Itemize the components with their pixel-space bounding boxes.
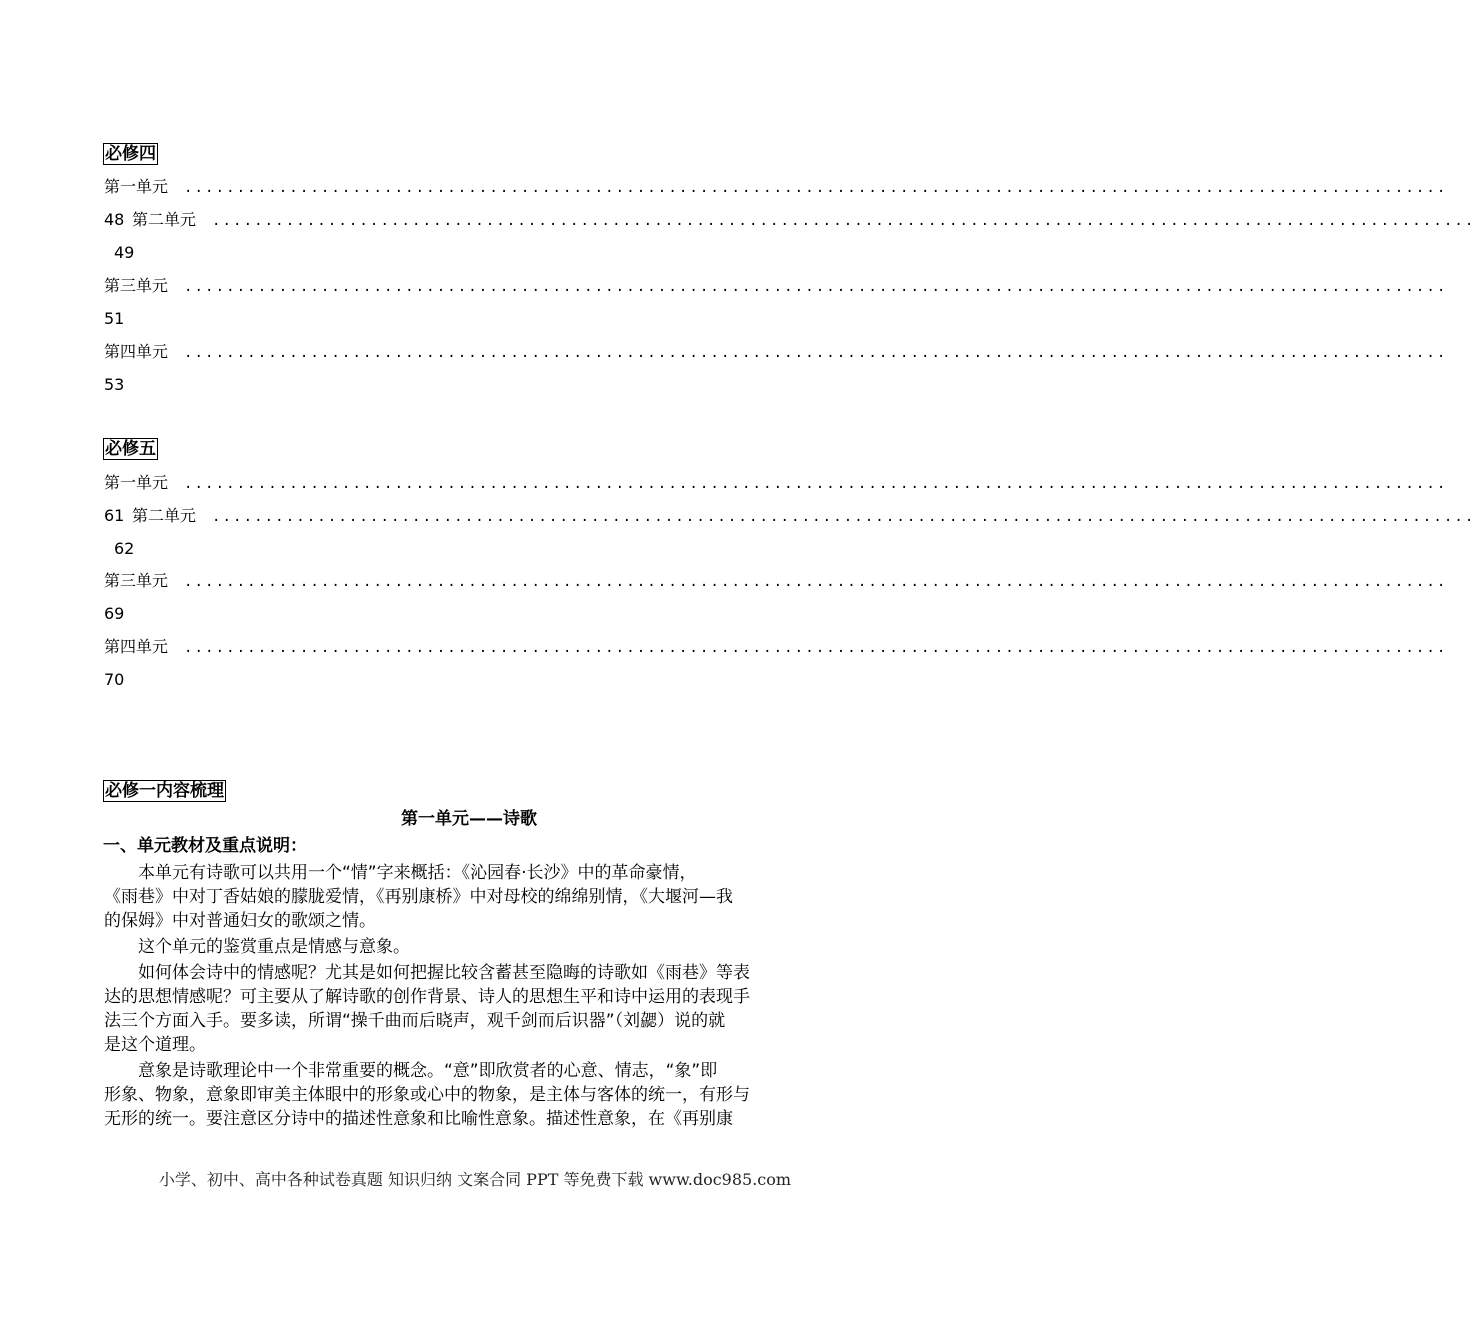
toc-entry-label: 第一单元 [104,473,169,492]
toc-dot-leader: ........................................................................................................................ [184,345,1448,361]
toc-entry-label: 第一单元 [104,177,169,196]
body-line: 这个单元的鉴赏重点是情感与意象。 [104,937,410,957]
toc-entry-page: 62 [114,539,135,558]
toc-entry-book5-unit4[interactable] [104,637,1448,657]
toc-entry-book4-unit4[interactable] [104,342,1448,362]
toc-dot-leader: ........................................................................................................................ [184,574,1448,590]
toc-entry-book4-unit3[interactable] [104,276,1448,296]
toc-dot-leader: ........................................................................................................................ [184,279,1448,295]
toc-heading-book4: 必修四 [105,144,156,164]
unit-title: 第一单元——诗歌 [401,809,537,829]
toc-dot-leader: ........................................................................................................................ [212,509,1475,525]
toc-entry-page: 49 [114,243,135,262]
toc-entry-book5-unit3[interactable] [104,571,1448,591]
toc-entry-page: 69 [104,604,125,623]
toc-entry-label: 第四单元 [104,342,169,361]
toc-entry-label: 第三单元 [104,571,169,590]
toc-entry-page: 70 [104,670,125,689]
toc-entry-label: 第四单元 [104,637,169,656]
body-line: 本单元有诗歌可以共用一个“情”字来概括：《沁园春·长沙》中的革命豪情， [104,863,697,883]
toc-entry-label: 第三单元 [104,276,169,295]
toc-dot-leader: ........................................................................................................................ [184,476,1448,492]
toc-entry-book5-unit1[interactable] [104,473,1448,493]
toc-dot-leader: ........................................................................................................................ [212,213,1475,229]
body-line: 如何体会诗中的情感呢？尤其是如何把握比较含蓄甚至隐晦的诗歌如《雨巷》等表 [104,963,750,983]
body-line: 无形的统一。要注意区分诗中的描述性意象和比喻性意象。描述性意象，在《再别康 [104,1109,733,1129]
toc-entry-page: 51 [104,309,125,328]
body-line: 达的思想情感呢？可主要从了解诗歌的创作背景、诗人的思想生平和诗中运用的表现手 [104,987,750,1007]
body-line: 法三个方面入手。要多读，所谓“操千曲而后晓声，观千剑而后识器”（刘勰）说的就 [104,1011,726,1031]
body-text [104,861,834,1131]
body-line: 《雨巷》中对丁香姑娘的朦胧爱情，《再别康桥》中对母校的绵绵别情，《大堰河—我 [104,887,733,907]
page-footer: 小学、初中、高中各种试卷真题 知识归纳 文案合同 PPT 等免费下载 www.doc985.com [158,1170,792,1189]
toc-heading-book5: 必修五 [105,439,156,459]
body-line: 意象是诗歌理论中一个非常重要的概念。“意”即欣赏者的心意、情志，“象”即 [104,1061,718,1081]
section-subheading: 一、单元教材及重点说明： [103,836,307,856]
toc-entry-page: 53 [104,375,125,394]
toc-entry-book4-unit1[interactable] [104,177,1448,197]
body-line: 是这个道理。 [104,1035,206,1055]
toc-entry-page: 61 [104,506,125,525]
toc-entry-book5-unit2[interactable] [132,506,1475,526]
body-line: 的保姆》中对普通妇女的歌颂之情。 [104,911,376,931]
toc-dot-leader: ........................................................................................................................ [184,640,1448,656]
toc-entry-book4-unit2[interactable] [132,210,1475,230]
body-line: 形象、物象，意象即审美主体眼中的形象或心中的物象，是主体与客体的统一，有形与 [104,1085,750,1105]
section-box-heading: 必修一内容梳理 [105,781,224,801]
toc-entry-label: 第二单元 [132,210,197,229]
toc-entry-page: 48 [104,210,125,229]
toc-dot-leader: ........................................................................................................................ [184,180,1448,196]
toc-entry-label: 第二单元 [132,506,197,525]
